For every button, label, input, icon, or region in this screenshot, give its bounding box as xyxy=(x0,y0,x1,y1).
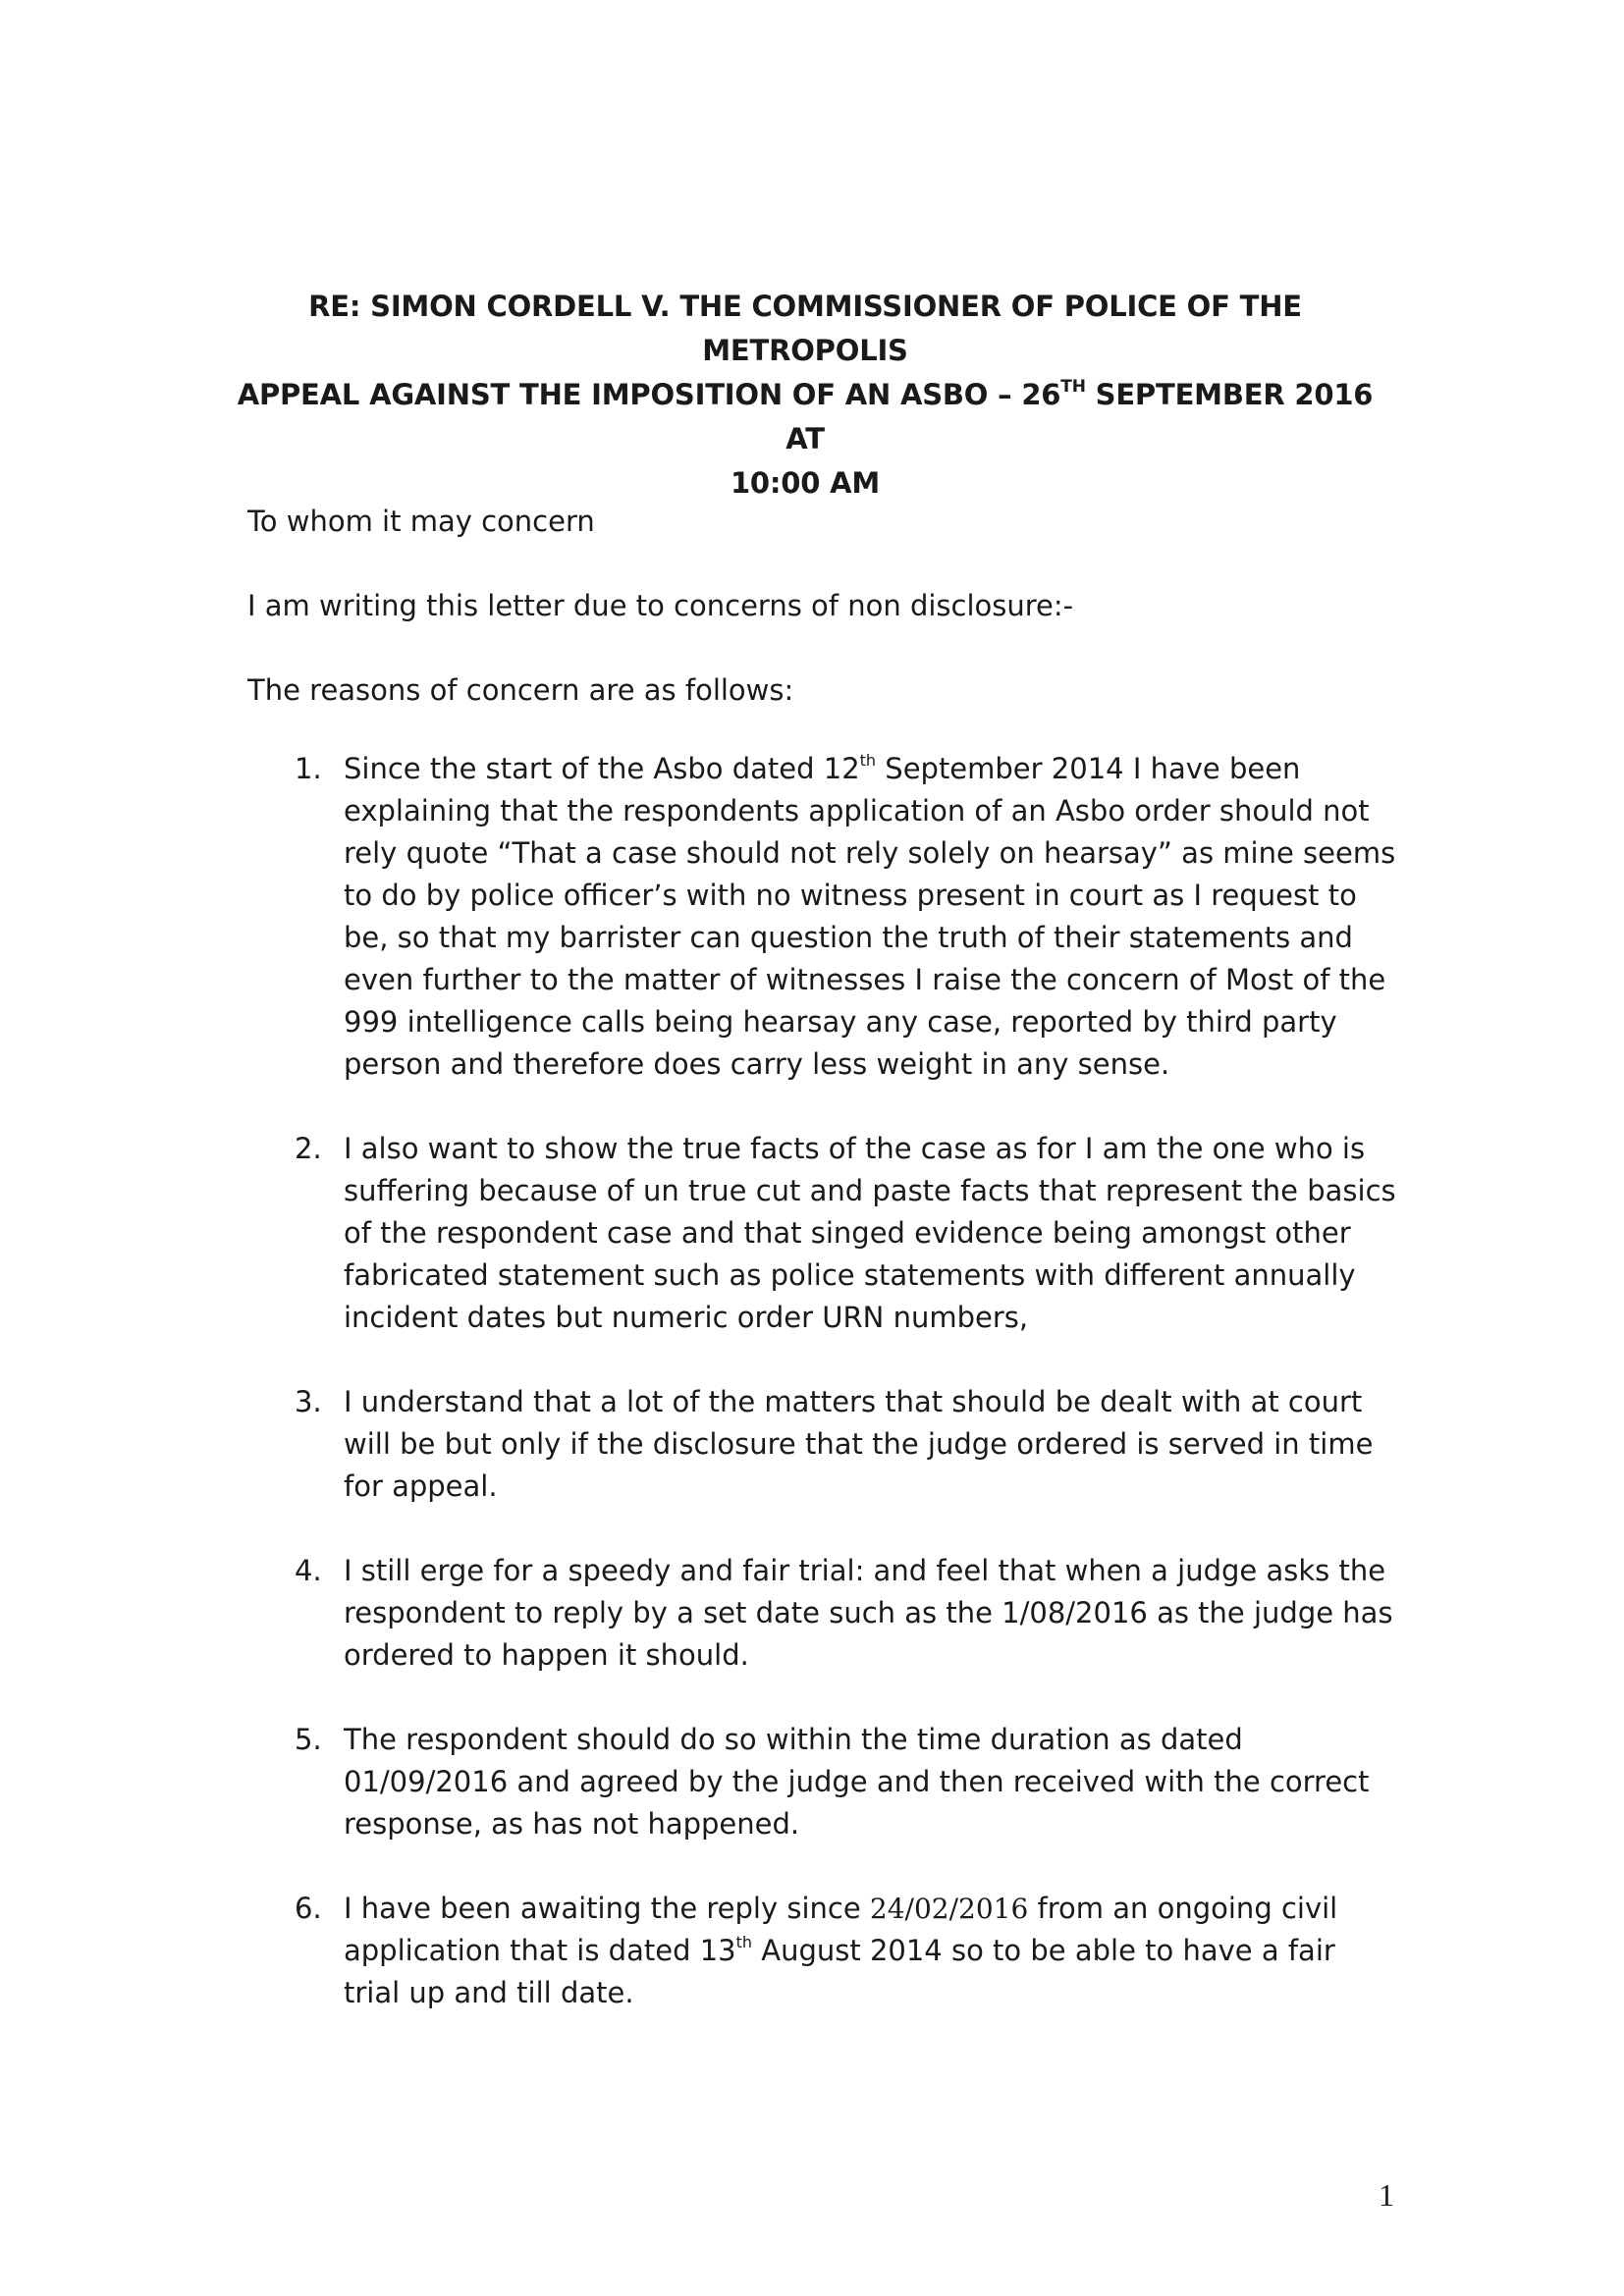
list-item xyxy=(287,1550,1396,1677)
list-item xyxy=(287,1128,1396,1339)
item-text: The respondent should do so within the time duration as dated 01/09/2016 and agreed by the judge and then received with the correct response, as has not happened. xyxy=(344,1723,1370,1841)
salutation: To whom it may concern xyxy=(247,505,595,538)
reasons-intro: The reasons of concern are as follows: xyxy=(247,673,794,707)
item-text: I still erge for a speedy and fair trial: and feel that when a judge asks the respondent to reply by a set date such as the 1/08/2016 as the judge has ordered to happen it should. xyxy=(344,1554,1393,1672)
list-item xyxy=(287,1719,1396,1845)
page-number: 1 xyxy=(1379,2177,1394,2213)
heading-line-4: 10:00 AM xyxy=(730,466,881,500)
item-number: 4. xyxy=(295,1554,322,1587)
heading-line-3: APPEAL AGAINST THE IMPOSITION OF AN ASBO – 26TH SEPTEMBER 2016 AT xyxy=(237,377,1374,455)
list-item xyxy=(287,1381,1396,1508)
list-item xyxy=(287,1888,1396,2014)
item-number: 3. xyxy=(295,1385,322,1418)
item-text: I also want to show the true facts of the case as for I am the one who is suffering because of un true cut and paste facts that represent the basics of the respondent case and that singed evidence being amongst other fabricated statement such as police statements with different annually incident dates but numeric order URN numbers, xyxy=(344,1132,1396,1334)
letter-heading xyxy=(216,285,1394,506)
item-number: 6. xyxy=(295,1892,322,1925)
heading-line-1: RE: SIMON CORDELL V. THE COMMISSIONER OF POLICE OF THE xyxy=(308,290,1302,323)
reasons-list xyxy=(287,748,1396,2056)
item-number: 1. xyxy=(295,752,322,785)
intro-paragraph: I am writing this letter due to concerns of non disclosure:- xyxy=(247,589,1074,622)
item-text: I have been awaiting the reply since 24/02/2016 from an ongoing civil application that is dated 13th August 2014 so to be able to have a fair trial up and till date. xyxy=(344,1892,1338,2009)
item-number: 5. xyxy=(295,1723,322,1756)
item-text: Since the start of the Asbo dated 12th September 2014 I have been explaining that the respondents application of an Asbo order should not rely quote “That a case should not rely solely on hearsay” as mine seems to do by police officer’s with no witness present in court as I request to be, so that my barrister can question the truth of their statements and even further to the matter of witnesses I raise the concern of Most of the 999 intelligence calls being hearsay any case, reported by third party person and therefore does carry less weight in any sense. xyxy=(344,751,1396,1081)
list-item xyxy=(287,748,1396,1086)
heading-line-2: METROPOLIS xyxy=(702,334,908,367)
item-text: I understand that a lot of the matters that should be dealt with at court will be but only if the disclosure that the judge ordered is served in time for appeal. xyxy=(344,1385,1374,1503)
item-number: 2. xyxy=(295,1132,322,1165)
